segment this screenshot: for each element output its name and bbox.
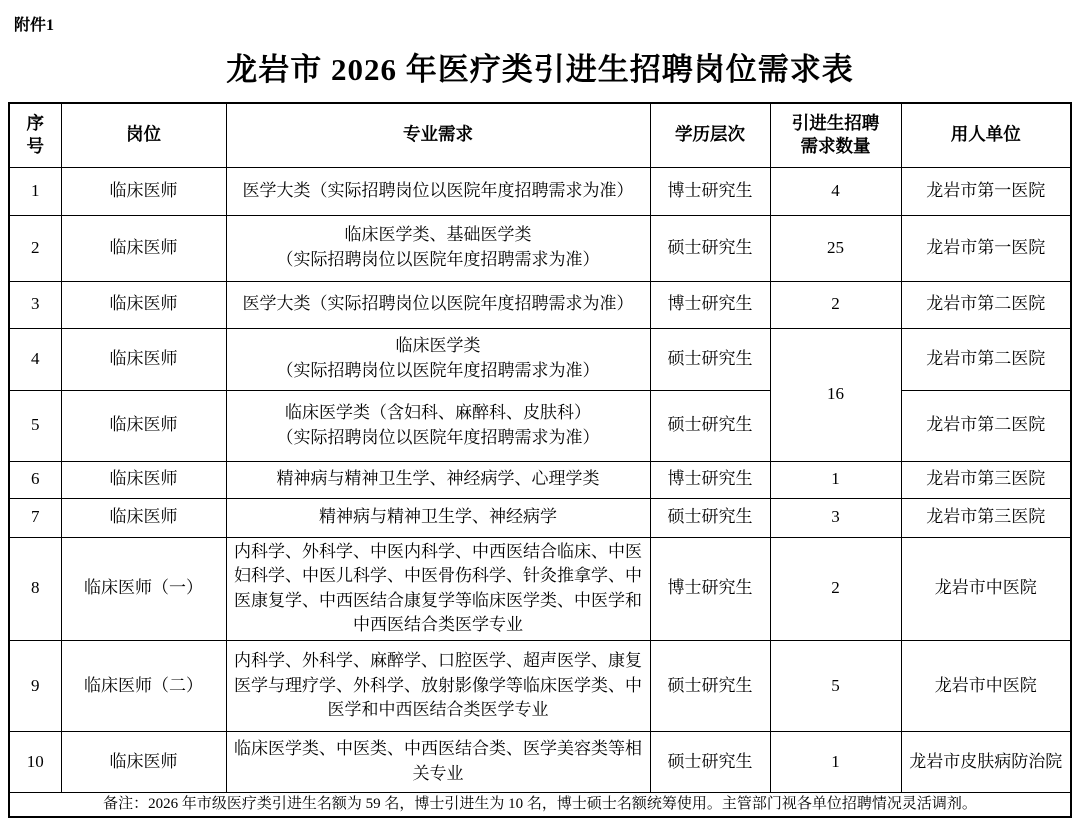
cell-quantity: 16 [770, 328, 901, 461]
cell-employer: 龙岩市中医院 [901, 537, 1071, 641]
header-row [9, 103, 1071, 167]
cell-position: 临床医师 [61, 281, 226, 328]
cell-degree: 博士研究生 [650, 167, 770, 215]
cell-position: 临床医师（一） [61, 537, 226, 641]
cell-degree: 博士研究生 [650, 537, 770, 641]
cell-row-number: 2 [9, 215, 61, 281]
cell-major: 精神病与精神卫生学、神经病学 [226, 498, 650, 537]
cell-row-number: 9 [9, 641, 61, 732]
cell-row-number: 7 [9, 498, 61, 537]
cell-employer: 龙岩市第一医院 [901, 167, 1071, 215]
page-title: 龙岩市 2026 年医疗类引进生招聘岗位需求表 [226, 52, 854, 87]
note-row [9, 793, 1071, 817]
header-position: 岗位 [61, 103, 226, 167]
cell-row-number: 3 [9, 281, 61, 328]
table-note: 备注：2026 年市级医疗类引进生名额为 59 名，博士引进生为 10 名，博士硕士名额统筹使用。主管部门视各单位招聘情况灵活调剂。 [9, 793, 1071, 817]
cell-major: 医学大类（实际招聘岗位以医院年度招聘需求为准） [226, 167, 650, 215]
cell-quantity: 2 [770, 537, 901, 641]
cell-major: 临床医学类、基础医学类 （实际招聘岗位以医院年度招聘需求为准） [226, 215, 650, 281]
cell-degree: 硕士研究生 [650, 498, 770, 537]
cell-quantity: 1 [770, 461, 901, 498]
cell-row-number: 10 [9, 732, 61, 793]
table-row [9, 328, 1071, 390]
cell-position: 临床医师 [61, 167, 226, 215]
header-major: 专业需求 [226, 103, 650, 167]
recruitment-demand-table [8, 102, 1072, 818]
table-row [9, 281, 1071, 328]
cell-quantity: 2 [770, 281, 901, 328]
cell-position: 临床医师 [61, 328, 226, 390]
table-row [9, 215, 1071, 281]
cell-major: 临床医学类、中医类、中西医结合类、医学美容类等相关专业 [226, 732, 650, 793]
cell-quantity: 1 [770, 732, 901, 793]
cell-employer: 龙岩市第三医院 [901, 498, 1071, 537]
cell-degree: 博士研究生 [650, 461, 770, 498]
cell-major: 内科学、外科学、中医内科学、中西医结合临床、中医妇科学、中医儿科学、中医骨伤科学、针灸推拿学、中医康复学、中西医结合康复学等临床医学类、中医学和中西医结合类医学专业 [226, 537, 650, 641]
table-row [9, 461, 1071, 498]
cell-major: 内科学、外科学、麻醉学、口腔医学、超声医学、康复医学与理疗学、外科学、放射影像学等临床医学类、中医学和中西医结合类医学专业 [226, 641, 650, 732]
cell-employer: 龙岩市中医院 [901, 641, 1071, 732]
table-row [9, 498, 1071, 537]
cell-quantity: 3 [770, 498, 901, 537]
cell-position: 临床医师 [61, 215, 226, 281]
table-row [9, 732, 1071, 793]
cell-position: 临床医师 [61, 461, 226, 498]
cell-position: 临床医师 [61, 732, 226, 793]
cell-major: 临床医学类 （实际招聘岗位以医院年度招聘需求为准） [226, 328, 650, 390]
cell-degree: 硕士研究生 [650, 390, 770, 461]
table-footer [9, 793, 1071, 817]
cell-quantity: 5 [770, 641, 901, 732]
cell-major: 医学大类（实际招聘岗位以医院年度招聘需求为准） [226, 281, 650, 328]
table-body [9, 167, 1071, 793]
cell-degree: 硕士研究生 [650, 641, 770, 732]
cell-degree: 硕士研究生 [650, 328, 770, 390]
cell-employer: 龙岩市皮肤病防治院 [901, 732, 1071, 793]
table-row [9, 167, 1071, 215]
table-row [9, 390, 1071, 461]
table-row [9, 641, 1071, 732]
header-quantity: 引进生招聘 需求数量 [770, 103, 901, 167]
cell-employer: 龙岩市第一医院 [901, 215, 1071, 281]
cell-position: 临床医师 [61, 390, 226, 461]
cell-employer: 龙岩市第二医院 [901, 390, 1071, 461]
cell-quantity: 25 [770, 215, 901, 281]
cell-row-number: 6 [9, 461, 61, 498]
cell-degree: 硕士研究生 [650, 215, 770, 281]
cell-major: 临床医学类（含妇科、麻醉科、皮肤科） （实际招聘岗位以医院年度招聘需求为准） [226, 390, 650, 461]
cell-position: 临床医师 [61, 498, 226, 537]
cell-row-number: 8 [9, 537, 61, 641]
cell-degree: 硕士研究生 [650, 732, 770, 793]
cell-row-number: 4 [9, 328, 61, 390]
cell-employer: 龙岩市第二医院 [901, 328, 1071, 390]
header-degree: 学历层次 [650, 103, 770, 167]
cell-employer: 龙岩市第二医院 [901, 281, 1071, 328]
cell-employer: 龙岩市第三医院 [901, 461, 1071, 498]
cell-position: 临床医师（二） [61, 641, 226, 732]
attachment-label: 附件1 [14, 17, 55, 34]
cell-degree: 博士研究生 [650, 281, 770, 328]
header-no: 序 号 [9, 103, 61, 167]
header-employer: 用人单位 [901, 103, 1071, 167]
table-header [9, 103, 1071, 167]
cell-quantity: 4 [770, 167, 901, 215]
table-row [9, 537, 1071, 641]
cell-row-number: 5 [9, 390, 61, 461]
cell-row-number: 1 [9, 167, 61, 215]
cell-major: 精神病与精神卫生学、神经病学、心理学类 [226, 461, 650, 498]
